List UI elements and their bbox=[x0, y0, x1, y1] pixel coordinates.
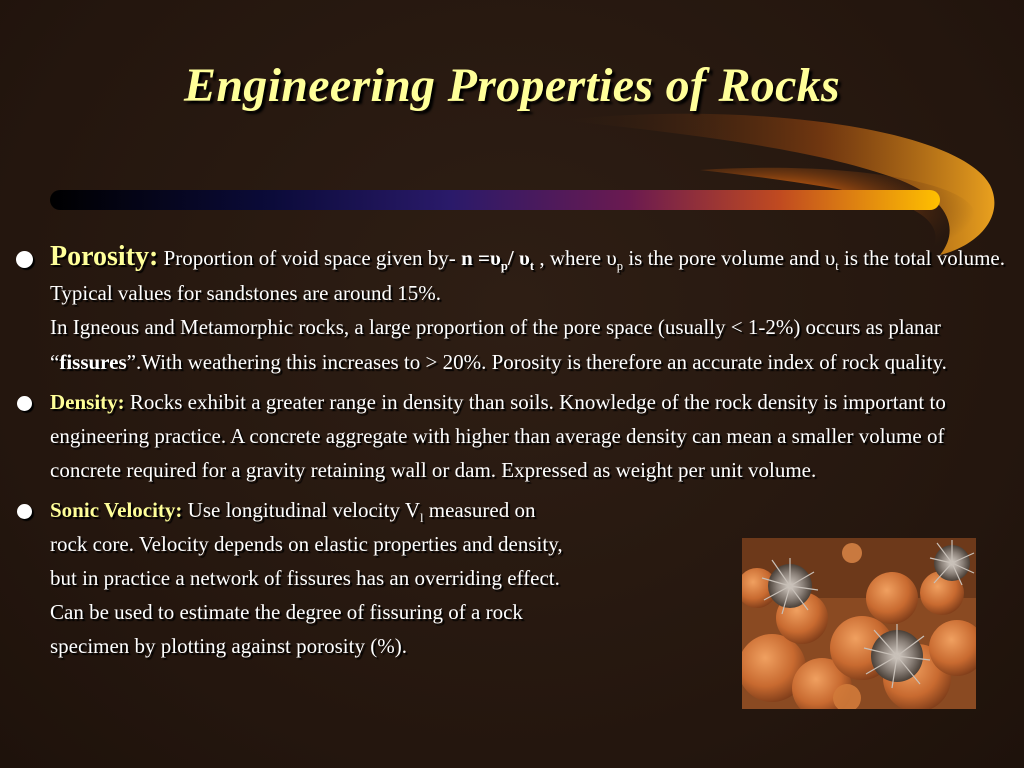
mineral-specimen-photo bbox=[742, 538, 976, 709]
bullet-dot-icon bbox=[17, 504, 32, 519]
swoosh-arc-upper bbox=[560, 114, 994, 255]
porosity-text-1: Proportion of void space given by- bbox=[158, 246, 462, 270]
porosity-text-6: ”.With weathering this increases to > 20%. Porosity is therefore an accurate index of rock quality. bbox=[126, 349, 947, 374]
sonic-line-5: specimen by plotting against porosity (%). bbox=[50, 634, 407, 658]
sonic-line-1 bbox=[50, 493, 1014, 527]
porosity-formula-n: n =υ bbox=[461, 246, 501, 270]
sonic-line-2: rock core. Velocity depends on elastic properties and density, bbox=[50, 532, 563, 556]
sonic-line-4: Can be used to estimate the degree of fissuring of a rock bbox=[50, 600, 523, 624]
bullet-dot-icon bbox=[17, 396, 32, 411]
slide-title: Engineering Properties of Rocks bbox=[184, 59, 840, 112]
porosity-text-5: In Igneous and Metamorphic rocks, a large proportion of the pore space (usually < 1-2%) occurs as planar “ bbox=[50, 315, 941, 374]
porosity-sub-t: t bbox=[835, 259, 839, 274]
sonic-lead: Sonic Velocity: bbox=[50, 498, 183, 522]
density-lead: Density: bbox=[50, 390, 125, 414]
title-underline-bar bbox=[50, 190, 940, 210]
porosity-text-4: is the total volume. Typical values for sandstones are around 15%. bbox=[50, 246, 1005, 305]
sonic-sub-l: l bbox=[420, 511, 424, 526]
mineral-specimen-illustration bbox=[742, 538, 976, 709]
sonic-text-1b: measured on bbox=[423, 498, 536, 522]
porosity-sub-p: p bbox=[616, 259, 624, 274]
sonic-line-3: but in practice a network of fissures has an overriding effect. bbox=[50, 566, 560, 590]
porosity-formula-sub-t: t bbox=[529, 259, 535, 274]
porosity-formula-sub-p: p bbox=[500, 259, 508, 274]
density-text: Rocks exhibit a greater range in density than soils. Knowledge of the rock density is important to engineering practice. A concrete aggregate with higher than average density can mean a smaller volume of concrete required for a gravity retaining wall or dam. Expressed as weight per unit volume. bbox=[50, 390, 946, 482]
sonic-text-1a: Use longitudinal velocity V bbox=[182, 498, 421, 522]
bullet-dot-icon bbox=[16, 251, 33, 268]
porosity-text-2: , where υ bbox=[534, 246, 617, 270]
bullet-porosity bbox=[14, 240, 1014, 379]
porosity-lead: Porosity: bbox=[50, 241, 159, 272]
porosity-text-3: is the pore volume and υ bbox=[623, 246, 836, 270]
porosity-formula-slash: / υ bbox=[507, 246, 530, 270]
porosity-fissures: fissures bbox=[59, 349, 127, 374]
bullet-density bbox=[14, 385, 1014, 487]
